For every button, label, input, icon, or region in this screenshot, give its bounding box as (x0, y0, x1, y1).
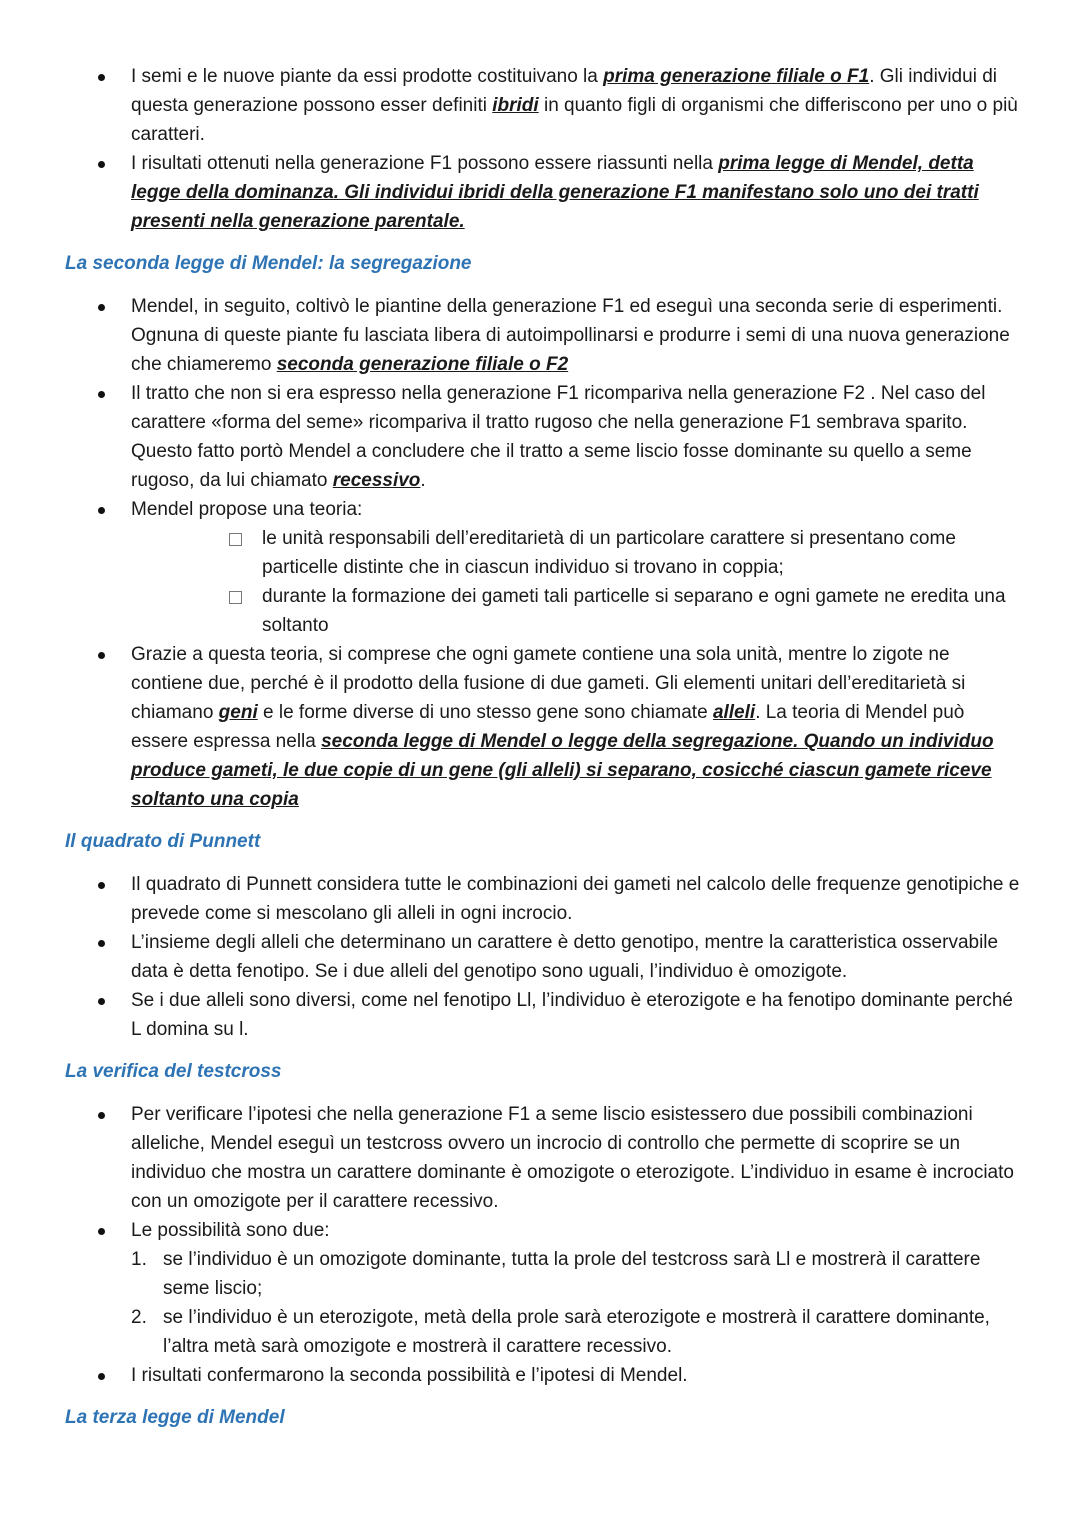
numbered-list-possibilities (0, 1245, 1080, 1361)
text-run: . La teoria di Mendel può essere espressa nella (131, 702, 965, 752)
text-run: se l’individuo è un omozigote dominante, tutta la prole del testcross sarà Ll e mostrerà il carattere seme liscio; (163, 1249, 981, 1299)
bullet-list-f1 (0, 62, 1080, 236)
list-item (0, 149, 1080, 236)
bullet-list-punnett (0, 870, 1080, 1044)
text-run: e le forme diverse di uno stesso gene sono chiamate (257, 702, 713, 723)
bullet-list-testcross (0, 1100, 1080, 1245)
list-item: L’insieme degli alleli che determinano un carattere è detto genotipo, mentre la caratteristica osservabile data è detta fenotipo. Se i due alleli del genotipo sono uguali, l’individuo è omozigote. (0, 928, 1080, 986)
list-item (0, 62, 1080, 149)
text-run: Grazie a questa teoria, si comprese che ogni gamete contiene una sola unità, mentre lo zigote ne contiene due, perché è il prodotto della fusione di due gameti. Gli elementi unitari dell’ereditarietà si chiamano (131, 644, 966, 723)
list-item: I risultati confermarono la seconda possibilità e l’ipotesi di Mendel. (0, 1361, 1080, 1390)
list-item (0, 1245, 1080, 1303)
emphasized-term: seconda legge di Mendel o legge della segregazione. Quando un individuo produce gameti, le due copie di un gene (gli alleli) si separano, cosicché ciascun gamete riceve soltanto una copia (131, 731, 994, 810)
emphasized-term: prima legge di Mendel, detta legge della dominanza. Gli individui ibridi della generazione F1 manifestano solo uno dei tratti presenti nella generazione parentale. (131, 153, 979, 232)
text-run: in quanto figli di organismi che differiscono per uno o più caratteri. (131, 95, 1018, 145)
text-run: . Gli individui di questa generazione possono esser definiti (131, 66, 997, 116)
emphasized-term: recessivo (332, 470, 421, 491)
checkbox-list-theory (0, 524, 1080, 640)
bullet-list-segregation (0, 292, 1080, 524)
list-number: 1. (131, 1249, 147, 1270)
emphasized-term: alleli (712, 702, 756, 723)
list-item (0, 640, 1080, 814)
section-heading: Il quadrato di Punnett (65, 831, 261, 852)
list-item (0, 292, 1080, 379)
list-item: le unità responsabili dell’ereditarietà di un particolare carattere si presentano come particelle distinte che in ciascun individuo si trovano in coppia; (0, 524, 1080, 582)
document-page (0, 62, 1080, 1432)
list-item (0, 379, 1080, 495)
text-run: Mendel, in seguito, coltivò le piantine della generazione F1 ed eseguì una seconda serie di esperimenti. Ognuna di queste piante fu lasciata libera di autoimpollinarsi e produrre i semi di una nuova generazione che chiameremo (131, 296, 1010, 375)
list-item: durante la formazione dei gameti tali particelle si separano e ogni gamete ne eredita una soltanto (0, 582, 1080, 640)
list-number: 2. (131, 1307, 147, 1328)
bullet-list-testcross-cont (0, 1361, 1080, 1390)
list-item: Le possibilità sono due: (0, 1216, 1080, 1245)
emphasized-term: geni (218, 702, 258, 723)
text-run: I risultati ottenuti nella generazione F1 possono essere riassunti nella (131, 153, 719, 174)
list-item: Se i due alleli sono diversi, come nel fenotipo Ll, l’individuo è eterozigote e ha fenotipo dominante perché L domina su l. (0, 986, 1080, 1044)
section-heading: La terza legge di Mendel (65, 1407, 285, 1428)
section-heading: La verifica del testcross (65, 1061, 282, 1082)
emphasized-term: prima generazione filiale o F1 (603, 66, 870, 87)
text-run: Mendel propose una teoria: (131, 499, 363, 520)
list-item (0, 495, 1080, 524)
text-run: I semi e le nuove piante da essi prodotte costituivano la (131, 66, 604, 87)
list-item: Per verificare l’ipotesi che nella generazione F1 a seme liscio esistessero due possibili combinazioni alleliche, Mendel eseguì un testcross ovvero un incrocio di controllo che permette di scoprire se un individuo che mostra un carattere dominante è omozigote o eterozigote. L’individuo in esame è incrociato con un omozigote per il carattere recessivo. (0, 1100, 1080, 1216)
bullet-list-segregation-cont (0, 640, 1080, 814)
text-run: Il tratto che non si era espresso nella generazione F1 ricompariva nella generazione F2 . Nel caso del carattere «forma del seme» ricompariva il tratto rugoso che nella generazione F1 sembrava sparito. Questo fatto portò Mendel a concludere che il tratto a seme liscio fosse dominante su quello a seme rugoso, da lui chiamato (131, 383, 986, 491)
emphasized-term: seconda generazione filiale o F2 (276, 354, 569, 375)
text-run: . (420, 470, 426, 491)
list-item (0, 1303, 1080, 1361)
text-run: se l’individuo è un eterozigote, metà della prole sarà eterozigote e mostrerà il carattere dominante, l’altra metà sarà omozigote e mostrerà il carattere recessivo. (163, 1307, 990, 1357)
section-heading: La seconda legge di Mendel: la segregazione (65, 253, 472, 274)
list-item: Il quadrato di Punnett considera tutte le combinazioni dei gameti nel calcolo delle frequenze genotipiche e prevede come si mescolano gli alleli in ogni incrocio. (0, 870, 1080, 928)
emphasized-term: ibridi (492, 95, 539, 116)
